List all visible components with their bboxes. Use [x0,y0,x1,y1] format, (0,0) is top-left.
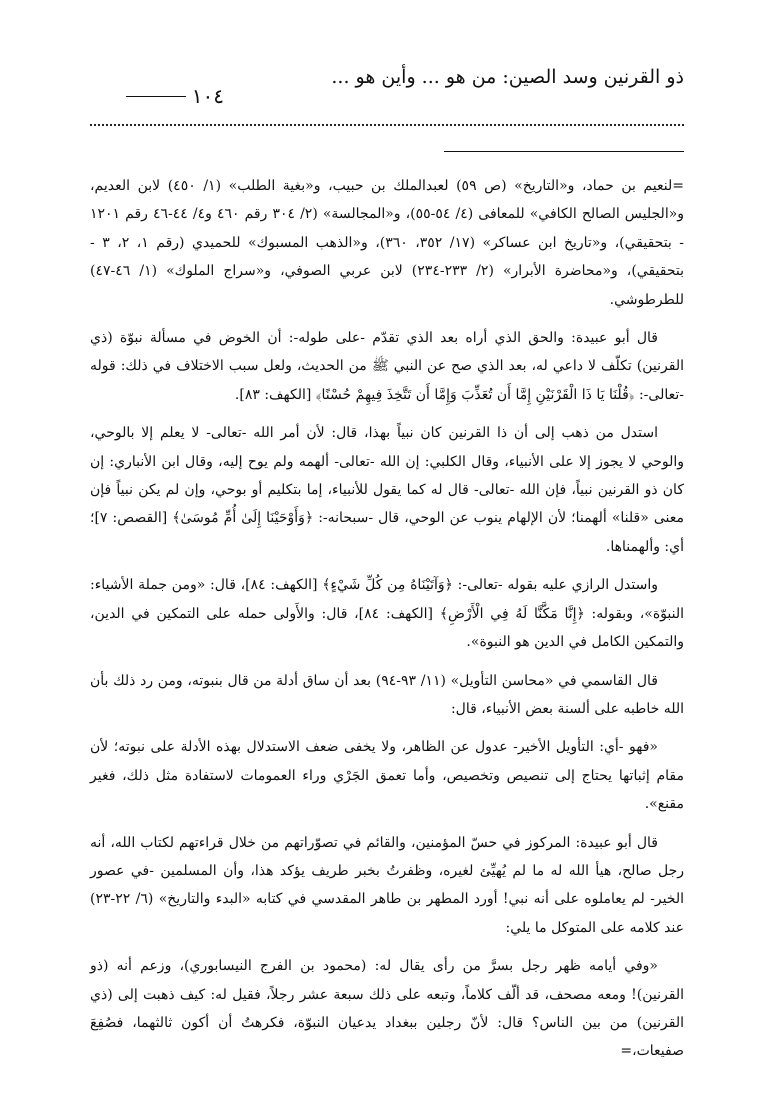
paragraph-2: قال أبو عبيدة: والحق الذي أراه بعد الذي تقدّم -على طوله-: أن الخوض في مسألة نبوّة (ذي القرنين) تكلّف لا داعي له، بعد الذي صح عن النبي ﷺ من الحديث، ولعل سبب الاختلاف في ذلك: قوله -تعالى-: ﴿قُلْنَا يَا ذَا الْقَرْنَيْنِ إِمَّا أَن تُعَذِّبَ وَإِمَّا أَن تَتَّخِذَ فِيهِمْ حُسْنًا﴾ [الكهف: ٨٣]. [90,330,684,403]
page-number-block [84,84,224,108]
running-title: ذو القرنين وسد الصين: من هو ... وأين هو ... [331,66,684,88]
paragraph-5: قال القاسمي في «محاسن التأويل» (١١/ ٩٣-٩٤) بعد أن ساق أدلة من قال بنبوته، ومن رد ذلك بأن الله خاطبه على ألسنة بعض الأنبياء، قال: [90,672,684,717]
page-number: ١٠٤ [191,84,224,108]
paragraph-1: =لنعيم بن حماد، و«التاريخ» (ص ٥٩) لعبدالملك بن حبيب، و«بغية الطلب» (١/ ٤٥٠) لابن العديم، و«الجليس الصالح الكافي» للمعافى (٤/ ٥٤-٥٥)، و«المجالسة» (٢/ ٣٠٤ رقم ٤٦٠ و٤/ ٤٤-٤٦ رقم ١٢٠١ - بتحقيقي)، و«تاريخ ابن عساكر» (١٧/ ٣٥٢، ٣٦٠)، و«الذهب المسبوك» للحميدي (رقم ١، ٢، ٣ - بتحقيقي)، و«محاضرة الأبرار» (٢/ ٢٣٣-٢٣٤) لابن عربي الصوفي، و«سراج الملوك» (١/ ٤٦-٤٧) للطرطوشي. [90,178,685,308]
paragraph-4: واستدل الرازي عليه بقوله -تعالى-: ﴿وَآتَيْنَاهُ مِن كُلِّ شَيْءٍ﴾ [الكهف: ٨٤]، قال: «ومن جملة الأشياء: النبوّة»، وبقوله: ﴿إِنَّا مَكَّنَّا لَهُ فِي الْأَرْضِ﴾ [الكهف: ٨٤]، قال: والأَولى حمله على التمكين في الدين، والتمكين الكامل في الدين هو النبوة». [90,577,684,651]
page-number-rule [126,96,186,97]
footnote-separator-rule [444,151,684,152]
paragraph-6: «فهو -أي: التأويل الأخير- عدول عن الظاهر، ولا يخفى ضعف الاستدلال بهذه الأدلة على نبوته؛ لأن مقام إثباتها يحتاج إلى تنصيص وتخصيص، وأما تعمق الجَرْي وراء العمومات لاستفادة مثل ذلك، فغير مقنع». [90,739,684,813]
header-dotted-divider [90,124,684,126]
paragraph-8: «وفي أيامه ظهر رجل بسرَّ من رأى يقال له: (محمود بن الفرج النيسابوري)، وزعم أنه (ذو القرنين)! ومعه مصحف، قد ألّف كلاماً، وتبعه على ذلك سبعة عشر رجلاً، فقيل له: كيف ذهبت إلى (ذي القرنين) من بين الناس؟ قال: لأنّ رجلين ببغداد يدعيان النبوّة، فكرهتُ أن أكون ثالثهما، فصُفِعَ صفيعات،= [90,958,684,1060]
paragraph-3: استدل من ذهب إلى أن ذا القرنين كان نبياً بهذا، قال: لأن أمر الله -تعالى- لا يعلم إلا بالوحي، والوحي لا يجوز إلا على الأنبياء، وقال الكلبي: إن الله -تعالى- ألهمه ولم يوح إليه، وقال ابن الأنباري: إن كان ذو القرنين نبياً، فإن الله -تعالى- قال له كما يقول للأنبياء، إما بتكليم أو بوحي، وإن لم يكن نبياً فإن معنى «قلنا» ألهمنا؛ لأن الإلهام ينوب عن الوحي، قال -سبحانه-: ﴿وَأَوْحَيْنَا إِلَىٰ أُمِّ مُوسَىٰ﴾ [القصص: ٧]؛ أي: وألهمناها. [90,425,684,555]
page-body [90,172,684,1066]
paragraph-7: قال أبو عبيدة: المركوز في حسّ المؤمنين، والقائم في تصوّراتهم من خلال قراءتهم لكتاب الله، أنه رجل صالح، هيأ الله له ما لم يُهيِّئ لغيره، وظفرتُ بخبر طريف يؤكد هذا، وأن المسلمين -في عصور الخير- لم يعاملوه على أنه نبي! أورد المطهر بن طاهر المقدسي في كتابه «البدء والتاريخ» (٦/ ٢٢-٢٣) عند كلامه على المتوكل ما يلي: [90,834,684,936]
